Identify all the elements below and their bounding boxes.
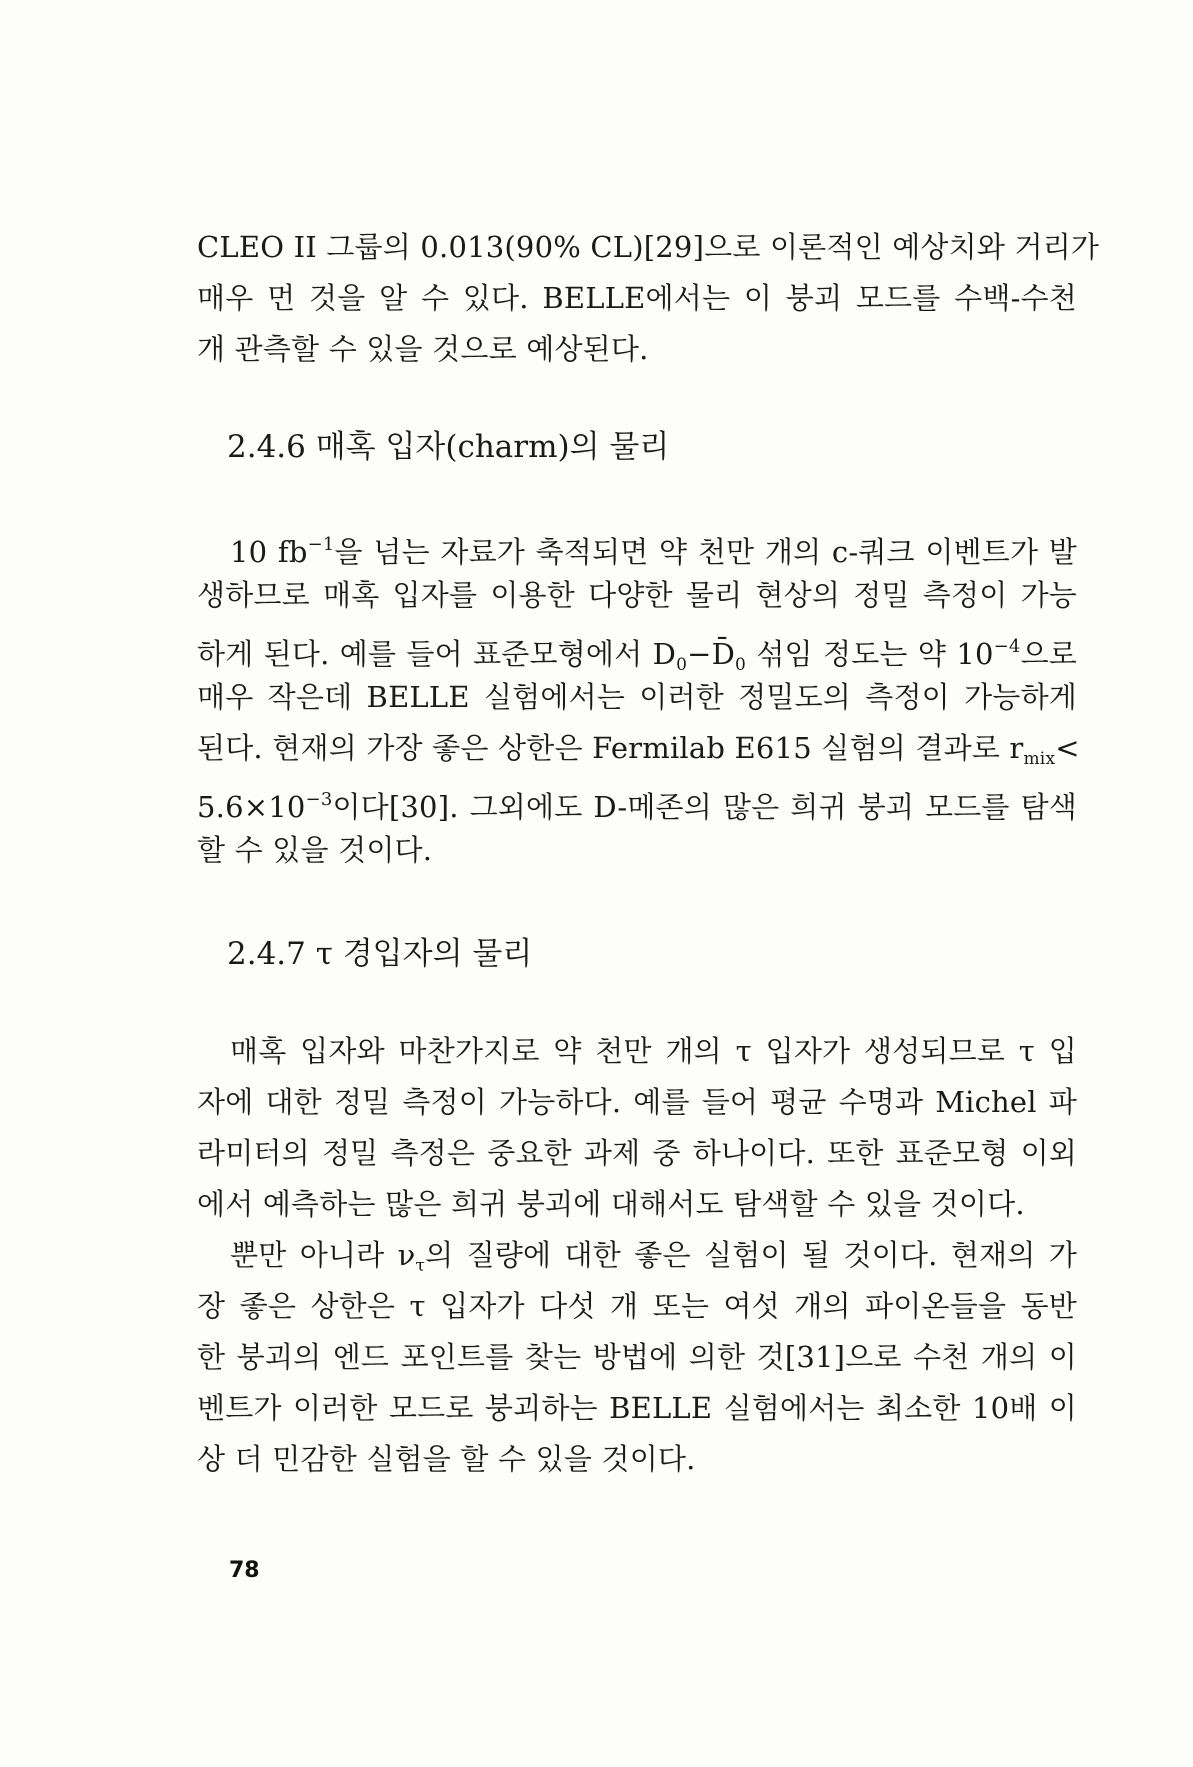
text-line [197, 774, 1077, 825]
section-heading-charm: 2.4.6 매혹 입자(charm)의 물리 [227, 429, 670, 465]
superscript: −3 [305, 789, 333, 810]
text-fragment: 하게 된다. 예를 들어 표준모형에서 D [197, 637, 677, 671]
text-line: 상 더 민감한 실험을 할 수 있을 것이다. [197, 1442, 696, 1476]
text-fragment: 으로 [1020, 637, 1077, 671]
text-line: 매혹 입자와 마찬가지로 약 천만 개의 τ 입자가 생성되므로 τ 입 [230, 1034, 1077, 1068]
section-heading-tau: 2.4.7 τ 경입자의 물리 [227, 936, 533, 972]
spacer [197, 375, 1077, 419]
text-line: 벤트가 이러한 모드로 붕괴하는 BELLE 실험에서는 최소한 10배 이 [197, 1391, 1077, 1425]
text-fragment: 뿐만 아니라 ν [230, 1238, 416, 1272]
text-fragment: 의 질량에 대한 좋은 실험이 될 것이다. 현재의 가 [425, 1238, 1077, 1272]
page-number: 78 [229, 1558, 260, 1583]
paragraph-charm [197, 519, 1080, 876]
text-fragment: 된다. 현재의 가장 좋은 상한은 Fermilab E615 실험의 결과로 r [197, 731, 1024, 765]
text-line: 개 관측할 수 있을 것으로 예상된다. [197, 332, 649, 366]
text-fragment: −D̄ [687, 637, 736, 671]
text-line: 에서 예측하는 많은 희귀 붕괴에 대해서도 탐색할 수 있을 것이다. [197, 1187, 1025, 1221]
subscript: mix [1023, 749, 1056, 769]
text-fragment: 10 fb [230, 535, 308, 569]
subscript: 0 [676, 655, 688, 675]
text-line: 라미터의 정밀 측정은 중요한 과제 중 하나이다. 또한 표준모형 이외 [197, 1136, 1077, 1170]
text-line: 매우 먼 것을 알 수 있다. BELLE에서는 이 붕괴 모드를 수백-수천 [197, 281, 1077, 315]
page-content [197, 222, 1100, 1485]
paragraph-cleo [197, 222, 1100, 375]
subscript: τ [415, 1256, 426, 1276]
text-line [197, 519, 1077, 570]
text-line [197, 1230, 1077, 1281]
text-line: 자에 대한 정밀 측정이 가능하다. 예를 들어 평균 수명과 Michel 파 [197, 1085, 1077, 1119]
text-fragment: < [1055, 731, 1080, 765]
paragraph-tau-1 [197, 1026, 1077, 1230]
text-fragment: 5.6×10 [197, 790, 306, 824]
text-fragment: 섞임 정도는 약 10 [746, 637, 994, 671]
spacer [197, 982, 1077, 1026]
spacer [197, 876, 1077, 926]
text-line: CLEO II 그룹의 0.013(90% CL)[29]으로 이론적인 예상치와 거리가 [197, 230, 1100, 264]
text-line [197, 621, 1077, 675]
text-line: 생하므로 매혹 입자를 이용한 다양한 물리 현상의 정밀 측정이 가능 [197, 578, 1077, 612]
text-fragment: 을 넘는 자료가 축적되면 약 천만 개의 c-쿼크 이벤트가 발 [334, 535, 1077, 569]
paragraph-tau-2 [197, 1230, 1077, 1485]
superscript: −4 [993, 636, 1021, 657]
text-line: 한 붕괴의 엔드 포인트를 찾는 방법에 의한 것[31]으로 수천 개의 이 [197, 1340, 1077, 1374]
spacer [197, 475, 1077, 519]
subscript: 0 [735, 655, 747, 675]
text-line [197, 723, 1080, 774]
text-line: 장 좋은 상한은 τ 입자가 다섯 개 또는 여섯 개의 파이온들을 동반 [197, 1289, 1077, 1323]
superscript: −1 [307, 534, 335, 555]
text-line: 매우 작은데 BELLE 실험에서는 이러한 정밀도의 측정이 가능하게 [197, 680, 1077, 714]
text-line: 할 수 있을 것이다. [197, 833, 433, 867]
text-fragment: 이다[30]. 그외에도 D-메존의 많은 희귀 붕괴 모드를 탐색 [332, 790, 1077, 824]
